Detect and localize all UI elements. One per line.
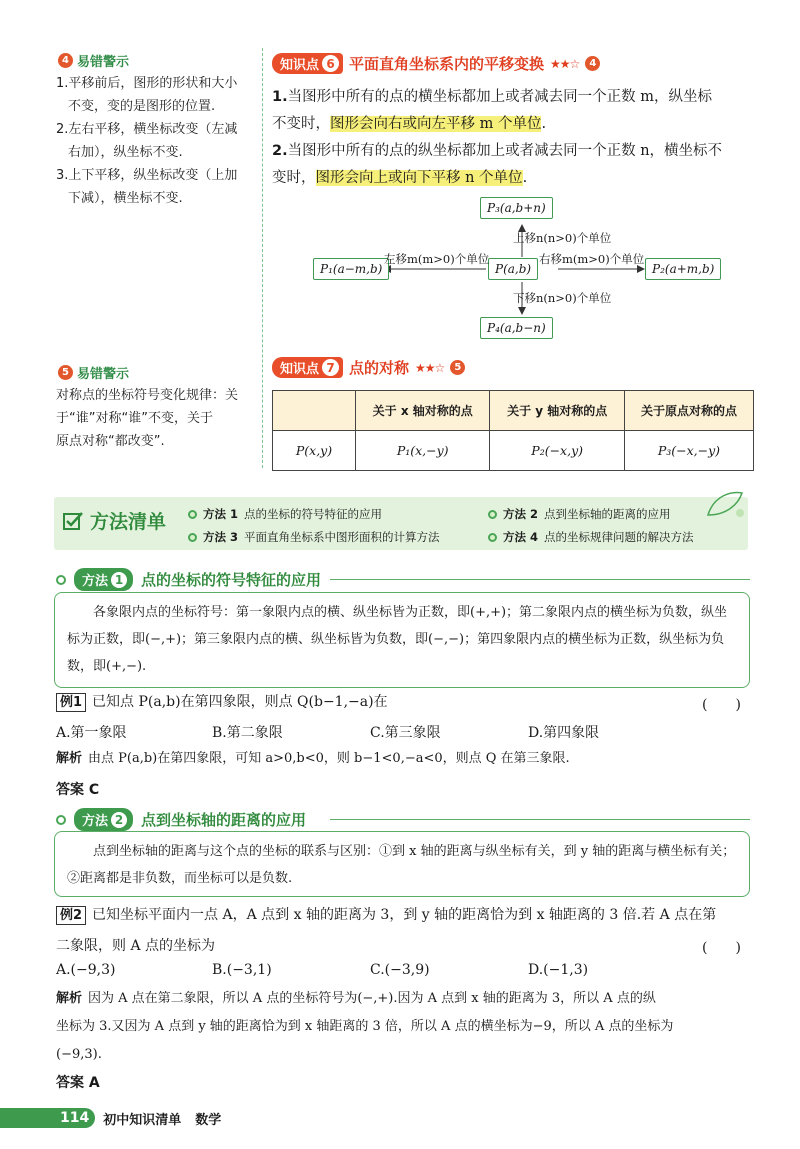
warning-line: 下减），横坐标不变. <box>68 191 183 206</box>
warning-header-4 <box>58 51 129 70</box>
kp-badge-num: 7 <box>322 359 339 376</box>
section-rule <box>330 819 750 820</box>
method-tag: 方法 1 <box>203 507 239 521</box>
method2-box: 点到坐标轴的距离与这个点的坐标的联系与区别：①到 x 轴的距离与纵坐标有关，到 y 轴的距离与横坐标有关；②距离都是非负数，而坐标可以是负数. <box>54 831 750 897</box>
option-b: B.第二象限 <box>212 725 283 741</box>
method-item-2[interactable] <box>488 506 671 522</box>
kp-text: . <box>541 116 547 132</box>
node-right: P₂(a+m,b) <box>645 258 721 280</box>
kp7-header <box>272 357 465 378</box>
method-title: 点到坐标轴的距离的应用 <box>141 811 307 829</box>
methods-title <box>62 507 166 534</box>
option-d: D.第四象限 <box>528 725 600 741</box>
warning-line: 2.左右平移，横坐标改变（左减 <box>56 122 238 137</box>
table-cell: P₁(x,−y) <box>356 431 490 471</box>
warning-line: 原点对称“都改变”. <box>56 434 165 449</box>
method-text: 点的坐标规律问题的解决方法 <box>544 530 694 544</box>
kp-text: 当图形中所有的点的纵坐标都加上或者减去同一个正数 n，横坐标不 <box>287 143 723 159</box>
example2-question <box>56 902 756 960</box>
method1-header <box>56 568 329 591</box>
warning-line: 3.上下平移，纵坐标改变（上加 <box>56 168 238 183</box>
kp-badge <box>272 53 343 74</box>
method-text: 平面直角坐标系中图形面积的计算方法 <box>244 530 440 544</box>
method-tag: 方法 4 <box>503 530 539 544</box>
table-cell: P(x,y) <box>273 431 356 471</box>
method-pill-num: 2 <box>111 812 127 828</box>
method-title: 点的坐标的符号特征的应用 <box>141 571 322 589</box>
bullet-icon <box>188 533 197 542</box>
label-left: 左移m(m>0)个单位 <box>384 252 490 266</box>
item-num: 1. <box>272 89 288 105</box>
table-header: 关于 y 轴对称的点 <box>490 391 625 431</box>
warning-text-4 <box>56 72 256 210</box>
warning-text-5 <box>56 384 256 453</box>
label-up: 上移n(n>0)个单位 <box>513 231 612 245</box>
analysis-tag: 解析 <box>56 751 83 766</box>
star-rating: ★★☆ <box>415 360 445 375</box>
label-down: 下移n(n>0)个单位 <box>513 291 612 305</box>
methods-title-text: 方法清单 <box>90 511 167 533</box>
warning-line: 于“谁”对称“谁”不变，关于 <box>56 411 213 426</box>
answer: 答案 C <box>56 782 100 798</box>
label-right: 右移m(m>0)个单位 <box>539 252 645 266</box>
question-text: 二象限，则 A 点的坐标为 <box>56 938 216 954</box>
bullet-icon <box>488 533 497 542</box>
book-title: 初中知识清单 <box>103 1112 182 1128</box>
option-b: B.(−3,1) <box>212 962 272 978</box>
table-cell: P₂(−x,y) <box>490 431 625 471</box>
node-top: P₃(a,b+n) <box>480 197 553 219</box>
option-c: C.第三象限 <box>370 725 441 741</box>
kp-text: 当图形中所有的点的横坐标都加上或者减去同一个正数 m，纵坐标 <box>287 89 712 105</box>
kp-badge <box>272 357 343 378</box>
table-row <box>273 431 754 471</box>
method-tag: 方法 3 <box>203 530 239 544</box>
methods-banner <box>54 497 748 550</box>
highlight: 图形会向上或向下平移 n 个单位 <box>315 170 523 186</box>
table-cell: P₃(−x,−y) <box>624 431 753 471</box>
option-d: D.(−1,3) <box>528 962 589 978</box>
bullet-icon <box>56 575 66 585</box>
kp-text: 变时， <box>272 170 316 186</box>
analysis-text: 由点 P(a,b)在第四象限，可知 a>0,b<0，则 b−1<0,−a<0，则点 Q 在第三象限. <box>88 751 570 766</box>
method-pill-label: 方法 <box>82 814 109 829</box>
symmetry-table <box>272 390 754 471</box>
warning-num: 4 <box>58 53 73 68</box>
warning-label: 易错警示 <box>77 367 130 382</box>
analysis-text: 因为 A 点在第二象限，所以 A 点的坐标符号为(−,+).因为 A 点到 x 轴的距离为 3，所以 A 点的纵 <box>88 991 656 1006</box>
question-text: 已知点 P(a,b)在第四象限，则点 Q(b−1,−a)在 <box>92 694 388 710</box>
highlight: 图形会向右或向左平移 m 个单位 <box>330 116 542 132</box>
checkbox-icon <box>62 510 84 532</box>
method-pill <box>74 568 133 591</box>
leaf-decoration-icon <box>702 487 746 521</box>
method-item-4[interactable] <box>488 529 694 545</box>
side-divider <box>262 48 263 468</box>
method-tag: 方法 2 <box>503 507 539 521</box>
ref-num: 5 <box>450 360 465 375</box>
page-footer <box>0 1108 221 1128</box>
option-a: A.(−9,3) <box>56 962 116 978</box>
warning-line: 右加），纵坐标不变. <box>68 145 183 160</box>
method-text: 点到坐标轴的距离的应用 <box>544 507 671 521</box>
answer: 答案 A <box>56 1075 100 1091</box>
question-text: 已知坐标平面内一点 A，A 点到 x 轴的距离为 3，到 y 轴的距离恰为到 x 轴距离的 3 倍.若 A 点在第 <box>92 907 717 923</box>
analysis-tag: 解析 <box>56 991 83 1006</box>
example-tag: 例1 <box>56 693 86 712</box>
subject: 数学 <box>195 1112 222 1128</box>
method2-header <box>56 808 314 831</box>
warning-label: 易错警示 <box>77 55 130 70</box>
node-left: P₁(a−m,b) <box>313 258 389 280</box>
table-header <box>273 391 356 431</box>
example-tag: 例2 <box>56 906 86 925</box>
bullet-icon <box>56 815 66 825</box>
method-item-1[interactable] <box>188 506 382 522</box>
example1-question <box>56 689 616 716</box>
table-header-row <box>273 391 754 431</box>
warning-line: 对称点的坐标符号变化规律：关 <box>56 388 239 403</box>
example2-analysis <box>56 985 766 1069</box>
kp-text: . <box>522 170 528 186</box>
example1-analysis <box>56 745 756 773</box>
analysis-text: (−9,3). <box>56 1047 102 1062</box>
kp-badge-label: 知识点 <box>280 58 320 73</box>
kp6-body <box>272 84 756 192</box>
warning-header-5 <box>58 363 129 382</box>
ref-num: 4 <box>585 56 600 71</box>
page-number: 114 <box>0 1108 95 1128</box>
method1-box: 各象限内点的坐标符号：第一象限内点的横、纵坐标皆为正数，即(+,+)；第二象限内点的横坐标为负数，纵坐标为正数，即(−,+)；第三象限内点的横、纵坐标皆为负数，即(−,−)；第四象限内点的横坐标为正数，纵坐标为负数，即(+,−). <box>54 592 750 688</box>
kp-text: 不变时， <box>272 116 330 132</box>
warning-line: 不变，变的是图形的位置. <box>68 99 216 114</box>
kp-badge-label: 知识点 <box>280 362 320 377</box>
method-item-3[interactable] <box>188 529 440 545</box>
item-num: 2. <box>272 143 288 159</box>
method-text: 点的坐标的符号特征的应用 <box>244 507 383 521</box>
method-pill-num: 1 <box>111 572 127 588</box>
kp6-header <box>272 53 600 74</box>
option-a: A.第一象限 <box>56 725 127 741</box>
table-header: 关于原点对称的点 <box>624 391 753 431</box>
star-rating: ★★☆ <box>550 56 580 71</box>
answer-blank: ( ) <box>702 697 741 713</box>
bullet-icon <box>188 510 197 519</box>
answer-blank: ( ) <box>702 940 741 956</box>
kp-title: 平面直角坐标系内的平移变换 <box>349 55 545 73</box>
option-c: C.(−3,9) <box>370 962 430 978</box>
analysis-text: 坐标为 3.又因为 A 点到 y 轴的距离恰为到 x 轴距离的 3 倍，所以 A 点的横坐标为−9，所以 A 点的坐标为 <box>56 1019 674 1034</box>
table-header: 关于 x 轴对称的点 <box>356 391 490 431</box>
warning-line: 1.平移前后，图形的形状和大小 <box>56 76 238 91</box>
warning-num: 5 <box>58 365 73 380</box>
method-pill <box>74 808 133 831</box>
method-pill-label: 方法 <box>82 574 109 589</box>
bullet-icon <box>488 510 497 519</box>
section-rule <box>330 579 750 580</box>
kp-title: 点的对称 <box>349 359 410 377</box>
node-bottom: P₄(a,b−n) <box>480 317 553 339</box>
kp-badge-num: 6 <box>322 55 339 72</box>
node-center: P(a,b) <box>488 258 538 280</box>
